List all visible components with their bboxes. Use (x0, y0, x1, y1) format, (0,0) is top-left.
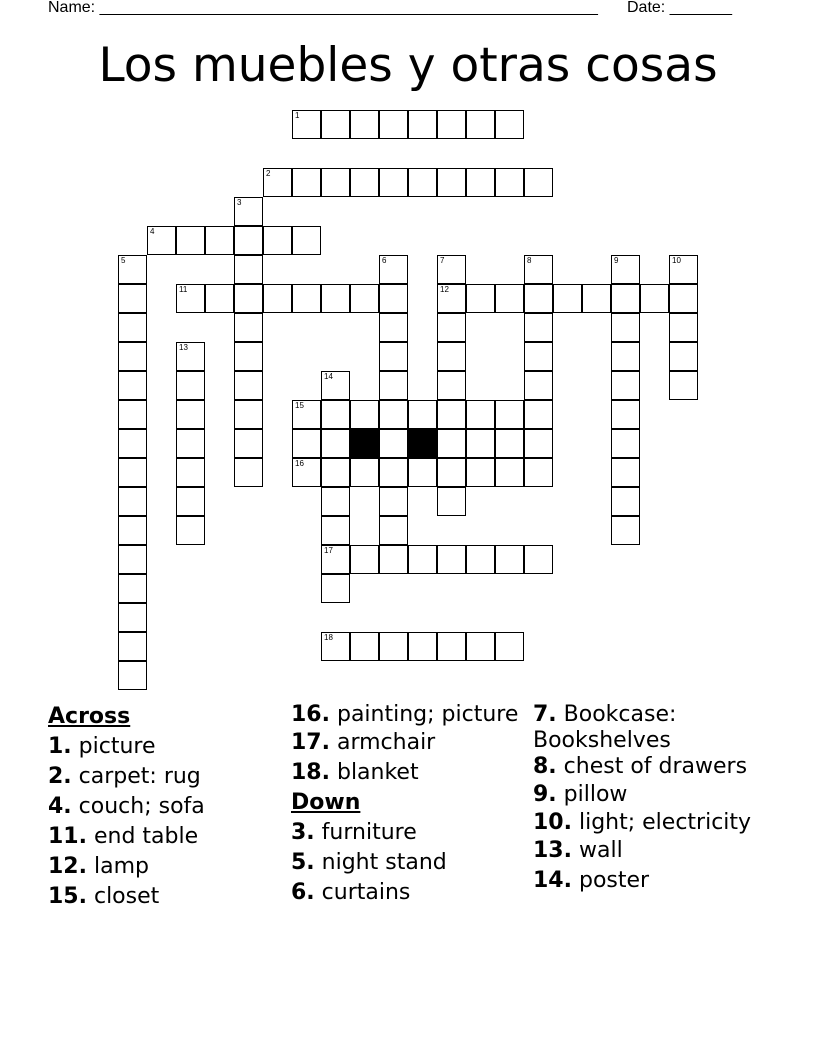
grid-cell[interactable] (205, 284, 234, 313)
grid-cell[interactable] (379, 516, 408, 545)
cell-number: 9 (614, 256, 619, 265)
grid-cell[interactable] (234, 342, 263, 371)
grid-cell[interactable] (495, 400, 524, 429)
grid-cell[interactable] (611, 516, 640, 545)
clue-text: painting; picture (329, 702, 519, 727)
grid-cell[interactable] (437, 400, 466, 429)
grid-cell[interactable] (118, 574, 147, 603)
clue-text: light; electricity (571, 810, 752, 835)
clue-number: 8. (533, 754, 557, 779)
clue-number: 17. (291, 730, 330, 755)
clues-column-3 (533, 702, 773, 896)
grid-cell[interactable] (292, 110, 321, 139)
grid-cell[interactable] (611, 284, 640, 313)
clue-item (48, 822, 278, 852)
grid-cell[interactable] (437, 371, 466, 400)
clue-item (533, 754, 773, 780)
grid-cell[interactable] (611, 429, 640, 458)
grid-cell[interactable] (379, 255, 408, 284)
grid-cell[interactable] (118, 400, 147, 429)
grid-cell[interactable] (379, 487, 408, 516)
grid-cell[interactable] (234, 371, 263, 400)
grid-cell[interactable] (350, 632, 379, 661)
grid-cell[interactable] (495, 632, 524, 661)
grid-cell[interactable] (437, 429, 466, 458)
grid-cell[interactable] (408, 110, 437, 139)
grid-cell[interactable] (350, 545, 379, 574)
grid-cell[interactable] (350, 458, 379, 487)
cell-number: 12 (440, 285, 449, 294)
grid-cell[interactable] (437, 458, 466, 487)
grid-cell[interactable] (524, 284, 553, 313)
grid-cell[interactable] (524, 429, 553, 458)
grid-cell[interactable] (118, 255, 147, 284)
clue-text: poster (571, 868, 650, 893)
grid-cell[interactable] (466, 458, 495, 487)
grid-cell[interactable] (263, 284, 292, 313)
grid-cell[interactable] (234, 284, 263, 313)
grid-cell[interactable] (669, 313, 698, 342)
grid-cell[interactable] (437, 632, 466, 661)
grid-cell[interactable] (379, 545, 408, 574)
clue-item (291, 702, 521, 728)
grid-cell[interactable] (321, 545, 350, 574)
grid-cell[interactable] (379, 168, 408, 197)
clue-item (48, 732, 278, 762)
clue-number: 16. (291, 702, 330, 727)
clue-text: lamp (86, 854, 149, 879)
cell-number: 3 (237, 198, 242, 207)
clue-item (48, 792, 278, 822)
grid-cell[interactable] (379, 632, 408, 661)
grid-cell[interactable] (350, 168, 379, 197)
name-field-label: Name: ________________________________________________________ (48, 0, 598, 16)
grid-cell[interactable] (176, 284, 205, 313)
grid-cell[interactable] (118, 342, 147, 371)
clue-number: 4. (48, 794, 72, 819)
clue-item (533, 780, 773, 810)
grid-cell[interactable] (118, 371, 147, 400)
grid-cell[interactable] (669, 255, 698, 284)
black-cell (350, 429, 379, 458)
grid-cell[interactable] (350, 284, 379, 313)
grid-cell[interactable] (408, 458, 437, 487)
clue-text: curtains (314, 880, 411, 905)
grid-cell[interactable] (321, 110, 350, 139)
grid-cell[interactable] (640, 284, 669, 313)
clues-column-2 (291, 702, 521, 908)
grid-cell[interactable] (234, 255, 263, 284)
grid-cell[interactable] (234, 197, 263, 226)
grid-cell[interactable] (437, 110, 466, 139)
grid-cell[interactable] (118, 603, 147, 632)
grid-cell[interactable] (524, 545, 553, 574)
clue-item (533, 810, 773, 836)
grid-cell[interactable] (321, 168, 350, 197)
clue-item (48, 762, 278, 792)
black-cell (408, 429, 437, 458)
clue-item (533, 836, 773, 866)
grid-cell[interactable] (379, 110, 408, 139)
grid-cell[interactable] (321, 516, 350, 545)
clue-text: wall (571, 838, 623, 863)
clue-item (291, 758, 521, 788)
grid-cell[interactable] (321, 429, 350, 458)
grid-cell[interactable] (118, 545, 147, 574)
grid-cell[interactable] (408, 168, 437, 197)
cell-number: 11 (179, 285, 188, 294)
cell-number: 6 (382, 256, 387, 265)
down-heading: Down (291, 790, 361, 815)
grid-cell[interactable] (582, 284, 611, 313)
grid-cell[interactable] (524, 371, 553, 400)
grid-cell[interactable] (437, 545, 466, 574)
grid-cell[interactable] (437, 342, 466, 371)
clue-text: picture (71, 734, 156, 759)
grid-cell[interactable] (611, 400, 640, 429)
cell-number: 1 (295, 111, 300, 120)
clue-number: 1. (48, 734, 72, 759)
clue-number: 2. (48, 764, 72, 789)
grid-cell[interactable] (234, 429, 263, 458)
grid-cell[interactable] (321, 400, 350, 429)
grid-cell[interactable] (176, 516, 205, 545)
grid-cell[interactable] (118, 516, 147, 545)
clue-number: 18. (291, 760, 330, 785)
clue-text: end table (86, 824, 199, 849)
cell-number: 7 (440, 256, 445, 265)
clue-text: Bookcase: Bookshelves (533, 702, 677, 753)
grid-cell[interactable] (611, 371, 640, 400)
date-field-label: Date: _______ (627, 0, 732, 16)
clue-number: 12. (48, 854, 87, 879)
grid-cell[interactable] (321, 458, 350, 487)
grid-cell[interactable] (466, 110, 495, 139)
grid-cell[interactable] (292, 168, 321, 197)
grid-cell[interactable] (437, 168, 466, 197)
cell-number: 14 (324, 372, 333, 381)
grid-cell[interactable] (118, 284, 147, 313)
page-title: Los muebles y otras cosas (98, 38, 718, 93)
clue-text: furniture (314, 820, 417, 845)
clue-number: 14. (533, 868, 572, 893)
grid-cell[interactable] (292, 429, 321, 458)
cell-number: 13 (179, 343, 188, 352)
clue-number: 7. (533, 702, 557, 727)
clue-number: 15. (48, 884, 87, 909)
clue-item (291, 818, 521, 848)
grid-cell[interactable] (611, 487, 640, 516)
grid-cell[interactable] (437, 255, 466, 284)
clue-number: 13. (533, 838, 572, 863)
grid-cell[interactable] (118, 429, 147, 458)
grid-cell[interactable] (292, 284, 321, 313)
clue-item (291, 728, 521, 758)
grid-cell[interactable] (466, 429, 495, 458)
grid-cell[interactable] (553, 284, 582, 313)
grid-cell[interactable] (234, 313, 263, 342)
grid-cell[interactable] (495, 429, 524, 458)
clue-item (48, 882, 278, 912)
grid-cell[interactable] (437, 487, 466, 516)
grid-cell[interactable] (321, 632, 350, 661)
grid-cell[interactable] (524, 400, 553, 429)
grid-cell[interactable] (524, 342, 553, 371)
grid-cell[interactable] (176, 487, 205, 516)
grid-cell[interactable] (524, 458, 553, 487)
clue-text: chest of drawers (556, 754, 748, 779)
clue-text: armchair (329, 730, 436, 755)
grid-cell[interactable] (495, 545, 524, 574)
grid-cell[interactable] (379, 458, 408, 487)
clue-text: closet (86, 884, 160, 909)
grid-cell[interactable] (234, 226, 263, 255)
grid-cell[interactable] (234, 400, 263, 429)
grid-cell[interactable] (234, 458, 263, 487)
cell-number: 10 (672, 256, 681, 265)
grid-cell[interactable] (350, 400, 379, 429)
grid-cell[interactable] (437, 284, 466, 313)
grid-cell[interactable] (379, 371, 408, 400)
clue-text: couch; sofa (71, 794, 205, 819)
clue-item (533, 866, 773, 896)
clue-number: 11. (48, 824, 87, 849)
clue-number: 5. (291, 850, 315, 875)
grid-cell[interactable] (611, 313, 640, 342)
grid-cell[interactable] (292, 226, 321, 255)
grid-cell[interactable] (118, 632, 147, 661)
across-heading: Across (48, 704, 131, 729)
grid-cell[interactable] (118, 661, 147, 690)
grid-cell[interactable] (147, 226, 176, 255)
grid-cell[interactable] (321, 574, 350, 603)
grid-cell[interactable] (466, 632, 495, 661)
grid-cell[interactable] (524, 168, 553, 197)
grid-cell[interactable] (408, 632, 437, 661)
grid-cell[interactable] (437, 313, 466, 342)
grid-cell[interactable] (379, 400, 408, 429)
grid-cell[interactable] (495, 458, 524, 487)
grid-cell[interactable] (118, 487, 147, 516)
clue-item (48, 852, 278, 882)
grid-cell[interactable] (263, 168, 292, 197)
cell-number: 18 (324, 633, 333, 642)
grid-cell[interactable] (176, 458, 205, 487)
grid-cell[interactable] (611, 255, 640, 284)
grid-cell[interactable] (466, 168, 495, 197)
cell-number: 8 (527, 256, 532, 265)
grid-cell[interactable] (669, 371, 698, 400)
grid-cell[interactable] (669, 284, 698, 313)
grid-cell[interactable] (379, 342, 408, 371)
cell-number: 17 (324, 546, 333, 555)
grid-cell[interactable] (205, 226, 234, 255)
cell-number: 2 (266, 169, 271, 178)
grid-cell[interactable] (292, 458, 321, 487)
grid-cell[interactable] (321, 371, 350, 400)
grid-cell[interactable] (379, 429, 408, 458)
grid-cell[interactable] (176, 371, 205, 400)
cell-number: 4 (150, 227, 155, 236)
grid-cell[interactable] (669, 342, 698, 371)
grid-cell[interactable] (176, 342, 205, 371)
grid-cell[interactable] (495, 284, 524, 313)
clue-number: 9. (533, 782, 557, 807)
grid-cell[interactable] (495, 168, 524, 197)
grid-cell[interactable] (495, 110, 524, 139)
grid-cell[interactable] (118, 313, 147, 342)
clue-text: carpet: rug (71, 764, 201, 789)
grid-cell[interactable] (408, 400, 437, 429)
clue-text: pillow (556, 782, 628, 807)
grid-cell[interactable] (611, 342, 640, 371)
grid-cell[interactable] (466, 400, 495, 429)
cell-number: 16 (295, 459, 304, 468)
clue-number: 3. (291, 820, 315, 845)
clue-item (291, 878, 521, 908)
grid-cell[interactable] (466, 545, 495, 574)
cell-number: 5 (121, 256, 126, 265)
clue-number: 10. (533, 810, 572, 835)
grid-cell[interactable] (176, 226, 205, 255)
grid-cell[interactable] (466, 284, 495, 313)
grid-cell[interactable] (176, 429, 205, 458)
grid-cell[interactable] (321, 284, 350, 313)
clue-text: night stand (314, 850, 447, 875)
grid-cell[interactable] (292, 400, 321, 429)
grid-cell[interactable] (524, 255, 553, 284)
clues-column-1 (48, 702, 278, 912)
grid-cell[interactable] (379, 313, 408, 342)
clue-item (533, 702, 773, 754)
clue-item (291, 848, 521, 878)
grid-cell[interactable] (176, 400, 205, 429)
grid-cell[interactable] (118, 458, 147, 487)
grid-cell[interactable] (263, 226, 292, 255)
grid-cell[interactable] (524, 313, 553, 342)
clue-number: 6. (291, 880, 315, 905)
cell-number: 15 (295, 401, 304, 410)
grid-cell[interactable] (379, 284, 408, 313)
grid-cell[interactable] (350, 110, 379, 139)
grid-cell[interactable] (408, 545, 437, 574)
clue-text: blanket (329, 760, 419, 785)
grid-cell[interactable] (321, 487, 350, 516)
grid-cell[interactable] (611, 458, 640, 487)
